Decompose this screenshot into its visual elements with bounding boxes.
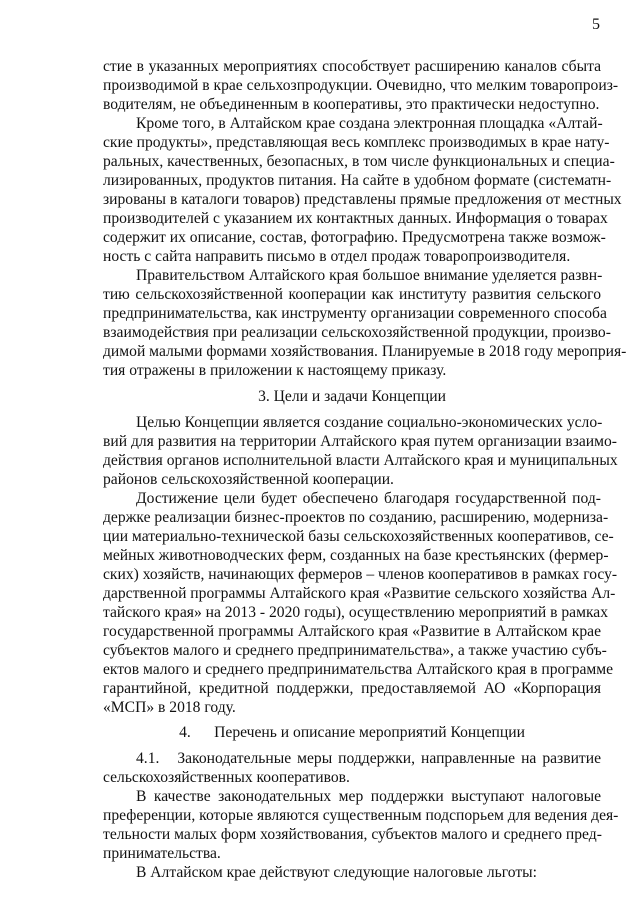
text-line: Целью Концепции является создание социально-экономических усло- bbox=[136, 414, 603, 431]
text-line: ских) хозяйств, начинающих фермеров – членов кооперативов в рамках госу- bbox=[103, 566, 618, 583]
text-line: ральных, качественных, безопасных, в том числе функциональных и специа- bbox=[103, 153, 615, 170]
text-line: ции материально-технической базы сельскохозяйственных кооперативов, се- bbox=[103, 528, 614, 545]
text-line: В качестве законодательных мер поддержки выступают налоговые bbox=[136, 788, 601, 805]
section-heading-3: 3. Цели и задачи Концепции bbox=[258, 388, 446, 405]
text-line: В Алтайском крае действуют следующие налоговые льготы: bbox=[136, 864, 537, 881]
text-line: держке реализации бизнес-проектов по созданию, расширению, модерниза- bbox=[103, 509, 609, 526]
text-line: тию сельскохозяйственной кооперации как институту развития сельского bbox=[103, 286, 601, 303]
text-line: районов сельскохозяйственной кооперации. bbox=[103, 471, 394, 488]
text-line: зированы в каталоги товаров) представлены прямые предложения от местных bbox=[103, 191, 622, 208]
text-line: действия органов исполнительной власти Алтайского края и муниципальных bbox=[103, 452, 618, 469]
text-line: содержит их описание, состав, фотографию. Предусмотрена также возмож- bbox=[103, 229, 606, 246]
text-line: производителей с указанием их контактных данных. Информация о товарах bbox=[103, 210, 608, 227]
text-line: тия отражены в приложении к настоящему приказу. bbox=[103, 362, 447, 379]
text-line: вий для развития на территории Алтайского края путем организации взаимо- bbox=[103, 433, 617, 450]
text-line: Достижение цели будет обеспечено благодаря государственной под- bbox=[136, 490, 601, 507]
text-line: ектов малого и среднего предпринимательства Алтайского края в программе bbox=[103, 661, 614, 678]
text-line: мейных животноводческих ферм, созданных на базе крестьянских (фермер- bbox=[103, 547, 609, 564]
text-line: сельскохозяйственных кооперативов. bbox=[103, 769, 350, 786]
text-line: тельности малых форм хозяйствования, субъектов малого и среднего пред- bbox=[103, 826, 602, 843]
subsection-heading-4-1: 4.1. Законодательные меры поддержки, направленные на развитие bbox=[136, 750, 601, 767]
text-line: димой малыми формами хозяйствования. Планируемые в 2018 году мероприя- bbox=[103, 343, 627, 360]
text-line: преференции, которые являются существенным подспорьем для ведения дея- bbox=[103, 807, 619, 824]
text-line: принимательства. bbox=[103, 845, 221, 862]
text-line: Правительством Алтайского края большое внимание уделяется развн- bbox=[136, 267, 603, 284]
text-line: дарственной программы Алтайского края «Развитие сельского хозяйства Ал- bbox=[103, 585, 616, 602]
text-line: тайского края» на 2013 - 2020 годы), осуществлению мероприятий в рамках bbox=[103, 604, 609, 621]
text-line: гарантийной, кредитной поддержки, предоставляемой АО «Корпорация bbox=[103, 680, 601, 697]
text-line: взаимодействия при реализации сельскохозяйственной продукции, произво- bbox=[103, 324, 611, 341]
text-line: ские продукты», представляющая весь комплекс производимых в крае нату- bbox=[103, 134, 610, 151]
section-heading-4: 4. Перечень и описание мероприятий Концепции bbox=[179, 724, 525, 741]
text-line: ность с сайта направить письмо в отдел продаж товаропроизводителя. bbox=[103, 248, 571, 265]
page-number: 5 bbox=[592, 16, 600, 33]
text-line: водителям, не объединенным в кооперативы, это практически недоступно. bbox=[103, 96, 600, 113]
text-line: «МСП» в 2018 году. bbox=[103, 699, 236, 716]
text-line: государственной программы Алтайского края «Развитие в Алтайском крае bbox=[103, 623, 601, 640]
text-line: Кроме того, в Алтайском крае создана электронная площадка «Алтай- bbox=[136, 115, 603, 132]
text-line: лизированных, продуктов питания. На сайте в удобном формате (систематн- bbox=[103, 172, 612, 189]
text-line: предпринимательства, как инструменту организации современного способа bbox=[103, 305, 607, 322]
text-line: субъектов малого и среднего предпринимательства», а также участию субъ- bbox=[103, 642, 607, 659]
text-line: производимой в крае сельхозпродукции. Очевидно, что мелким товаропроиз- bbox=[103, 77, 619, 94]
text-line: стие в указанных мероприятиях способствует расширению каналов сбыта bbox=[103, 58, 601, 75]
